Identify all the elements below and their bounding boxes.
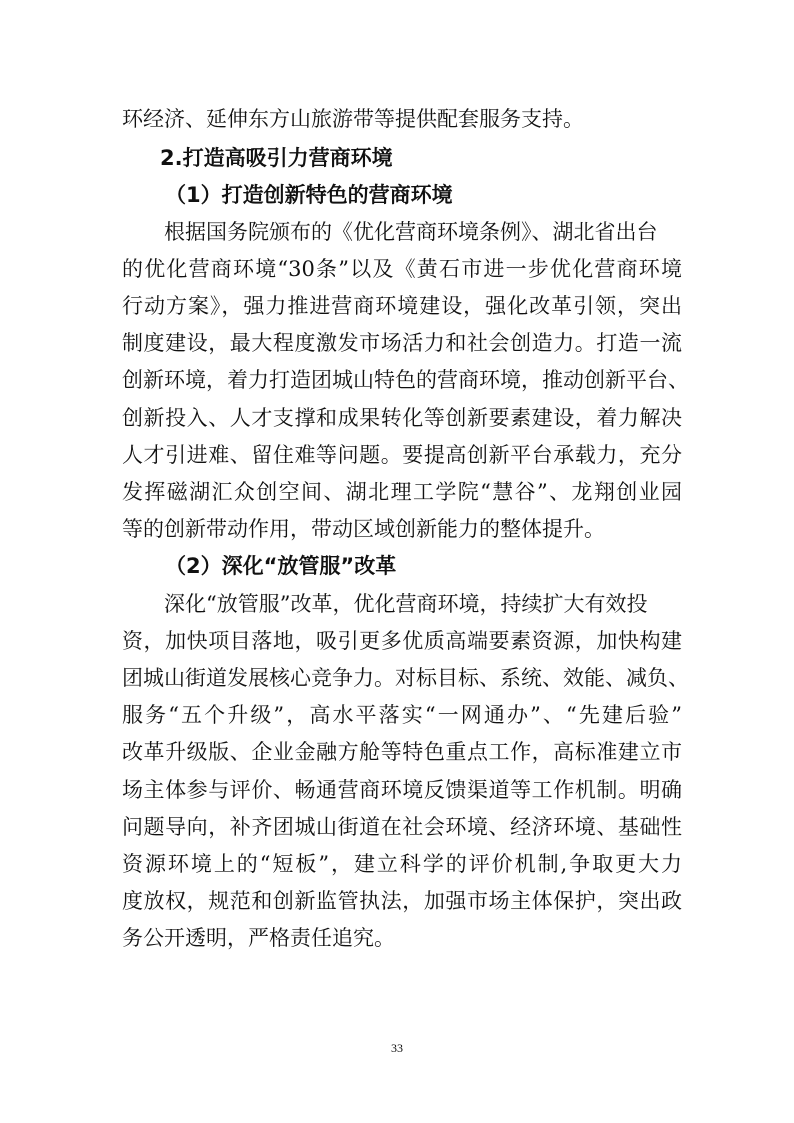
section-heading: 2.打造高吸引力营商环境	[160, 146, 393, 170]
paragraph-line: 团城山街道发展核心竞争力。对标目标、系统、效能、减负、	[122, 666, 689, 690]
paragraph-line: 创新投入、人才支撑和成果转化等创新要素建设，着力解决	[122, 406, 682, 430]
paragraph-line: 创新环境，着力打造团城山特色的营商环境，推动创新平台、	[122, 368, 689, 392]
paragraph-line: 制度建设，最大程度激发市场活力和社会创造力。打造一流	[122, 331, 682, 355]
paragraph-line: 度放权，规范和创新监管执法，加强市场主体保护，突出政	[122, 889, 682, 913]
subsection-heading-1: （1）打造创新特色的营商环境	[165, 183, 453, 207]
paragraph-line: 环经济、延伸东方山旅游带等提供配套服务支持。	[122, 107, 584, 131]
paragraph-line: 务公开透明，严格责任追究。	[122, 926, 395, 950]
paragraph-line: 深化“放管服”改革，优化营商环境，持续扩大有效投	[164, 592, 648, 616]
paragraph-line: 根据国务院颁布的《优化营商环境条例》、湖北省出台	[164, 220, 658, 244]
paragraph-line: 改革升级版、企业金融方舱等特色重点工作，高标准建立市	[122, 740, 682, 764]
paragraph-line: 的优化营商环境“30条”以及《黄石市进一步优化营商环境	[122, 257, 682, 281]
subsection-heading-2: （2）深化“放管服”改革	[165, 554, 397, 578]
paragraph-line: 人才引进难、留住难等问题。要提高创新平台承载力，充分	[122, 443, 682, 467]
paragraph-line: 场主体参与评价、畅通营商环境反馈渠道等工作机制。明确	[122, 778, 682, 802]
paragraph-line: 等的创新带动作用，带动区域创新能力的整体提升。	[122, 517, 605, 541]
paragraph-line: 资，加快项目落地，吸引更多优质高端要素资源，加快构建	[122, 629, 682, 653]
paragraph-line: 发挥磁湖汇众创空间、湖北理工学院“慧谷”、龙翔创业园	[122, 480, 682, 504]
page-number: 33	[391, 1041, 403, 1055]
paragraph-line: 服务“五个升级”，高水平落实“一网通办”、“先建后验”	[122, 703, 682, 727]
paragraph-line: 资源环境上的“短板”，建立科学的评价机制,争取更大力	[122, 852, 682, 876]
paragraph-line: 问题导向，补齐团城山街道在社会环境、经济环境、基础性	[122, 815, 682, 839]
paragraph-line: 行动方案》，强力推进营商环境建设，强化改革引领，突出	[122, 294, 682, 318]
